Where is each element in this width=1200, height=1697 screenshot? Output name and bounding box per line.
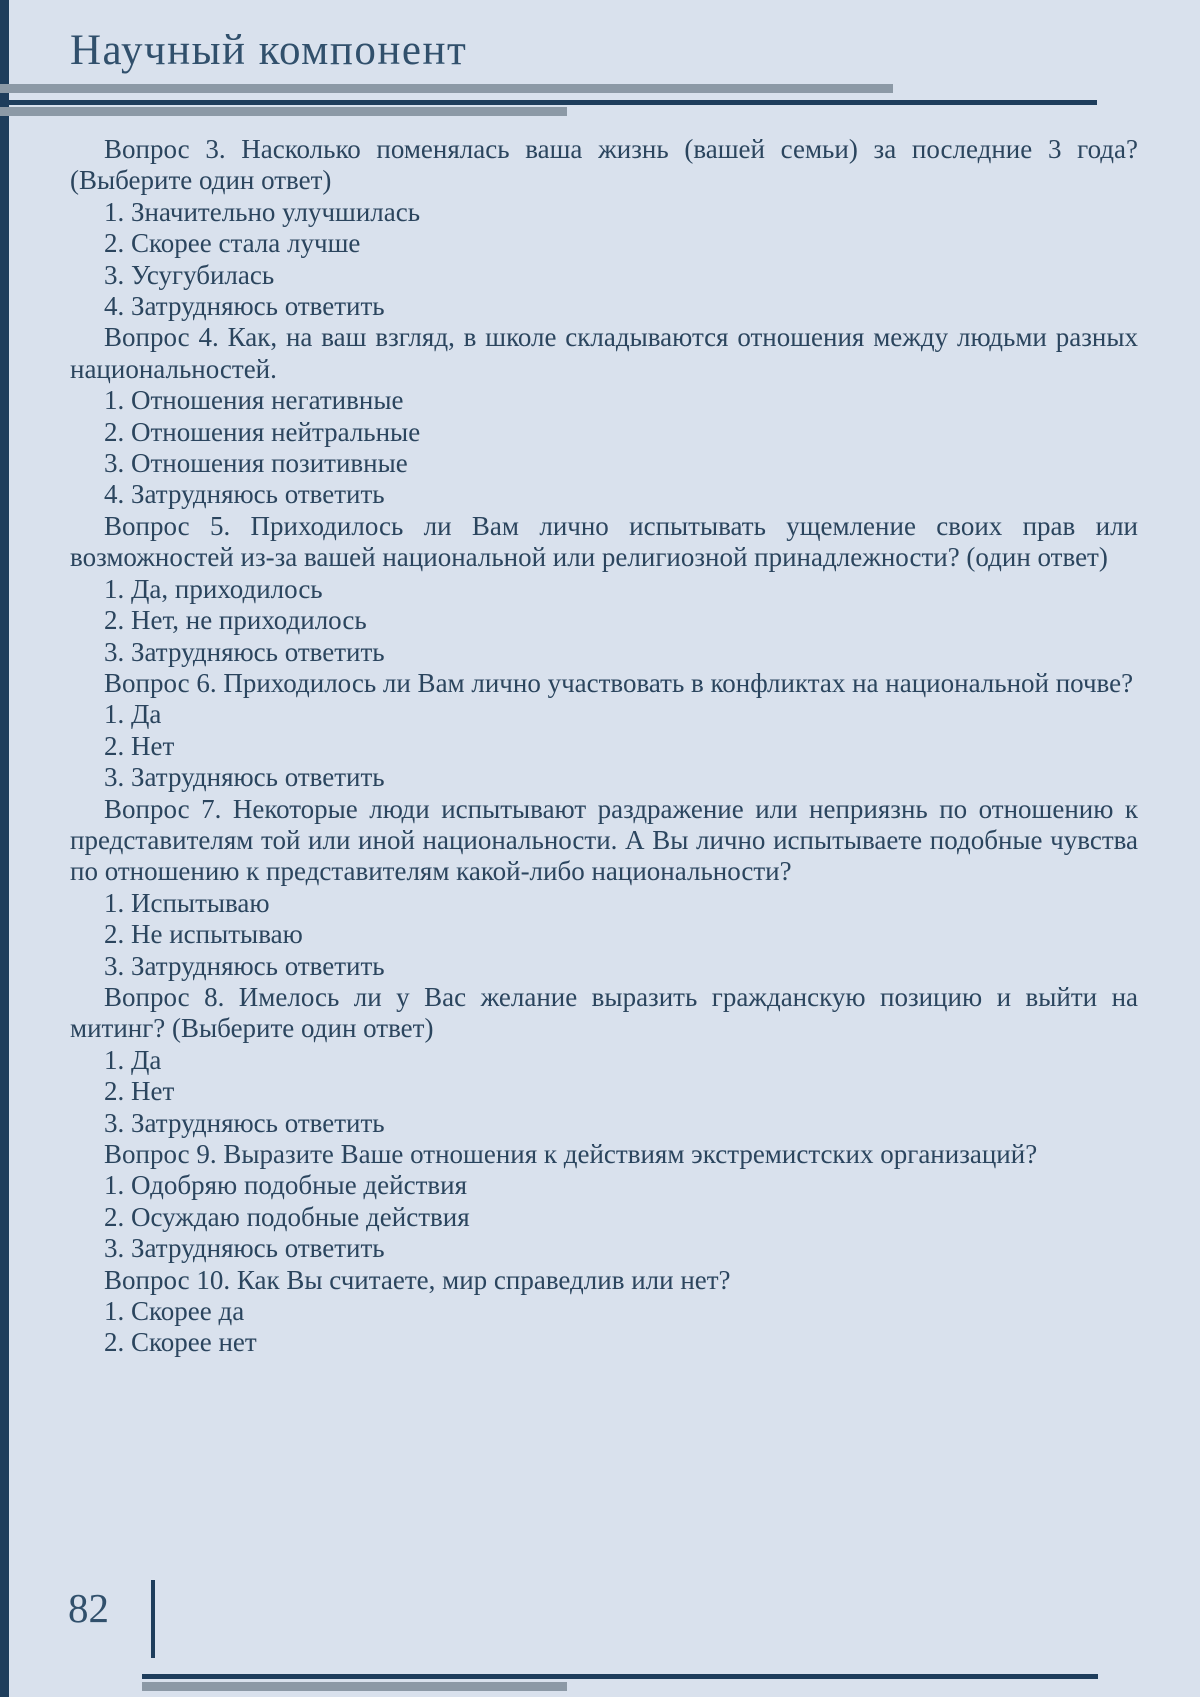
answer-line: 1. Скорее да (104, 1296, 245, 1327)
answer-line: 2. Осуждаю подобные действия (104, 1201, 470, 1232)
header-rule-gray (0, 84, 893, 93)
answer-line: 2. Отношения нейтральные (104, 416, 421, 447)
answer-line: 2. Не испытываю (104, 919, 303, 950)
document-body (70, 134, 1138, 1359)
footer-vertical-rule (151, 1580, 155, 1658)
answer-line: 2. Нет, не приходилось (104, 605, 367, 636)
question-paragraph: Вопрос 8. Имелось ли у Вас желание выразить гражданскую позицию и выйти на митинг? (Выберите один ответ) (70, 981, 1138, 1044)
answer-line: 3. Усугубилась (104, 259, 275, 290)
answer-line: 1. Да, приходилось (104, 573, 323, 604)
answer-line: 3. Затрудняюсь ответить (104, 1107, 385, 1138)
answer-line: 3. Отношения позитивные (104, 448, 408, 479)
answer-line: 2. Скорее нет (104, 1327, 257, 1358)
answer-line: 2. Нет (104, 730, 175, 761)
question-paragraph: Вопрос 3. Насколько поменялась ваша жизнь (вашей семьи) за последние 3 года? (Выберите один ответ) (70, 134, 1138, 196)
footer-rule-gray (142, 1682, 567, 1691)
page-number: 82 (68, 1585, 109, 1631)
answer-line: 1. Значительно улучшилась (104, 196, 421, 227)
question-paragraph: Вопрос 9. Выразите Ваше отношения к действиям экстремистских организаций? (104, 1139, 1038, 1169)
answer-line: 3. Затрудняюсь ответить (104, 950, 385, 981)
answer-line: 2. Нет (104, 1076, 175, 1107)
question-paragraph: Вопрос 10. Как Вы считаете, мир справедлив или нет? (104, 1264, 731, 1295)
answer-line: 1. Испытываю (104, 887, 270, 918)
question-paragraph: Вопрос 4. Как, на ваш взгляд, в школе складываются отношения между людьми разных национальностей. (70, 322, 1138, 384)
question-paragraph: Вопрос 5. Приходилось ли Вам лично испытывать ущемление своих прав или возможностей из-за вашей национальной или религиозной принадлежности? (один ответ) (70, 510, 1138, 573)
question-paragraph: Вопрос 6. Приходилось ли Вам лично участвовать в конфликтах на национальной почве? (104, 667, 1134, 698)
answer-line: 3. Затрудняюсь ответить (104, 1233, 385, 1264)
answer-line: 4. Затрудняюсь ответить (104, 479, 385, 510)
answer-line: 3. Затрудняюсь ответить (104, 636, 385, 667)
answer-line: 3. Затрудняюсь ответить (104, 762, 385, 793)
header-rule-navy (0, 100, 1097, 105)
question-paragraph: Вопрос 7. Некоторые люди испытывают раздражение или неприязнь по отношению к представителям той или иной национальности. А Вы лично испытываете подобные чувства по отношению к представителям какой-либо национальности? (70, 793, 1138, 887)
answer-line: 1. Да (104, 1044, 162, 1075)
answer-line: 2. Скорее стала лучше (104, 228, 361, 259)
answer-line: 1. Да (104, 699, 162, 730)
answer-line: 1. Отношения негативные (104, 385, 404, 416)
left-edge-bar (0, 0, 9, 1697)
header-rule-gray-short (0, 107, 567, 116)
answer-line: 1. Одобряю подобные действия (104, 1170, 467, 1201)
answer-line: 4. Затрудняюсь ответить (104, 291, 385, 322)
page-title: Научный компонент (70, 27, 468, 74)
footer-rule-navy (142, 1674, 1098, 1679)
